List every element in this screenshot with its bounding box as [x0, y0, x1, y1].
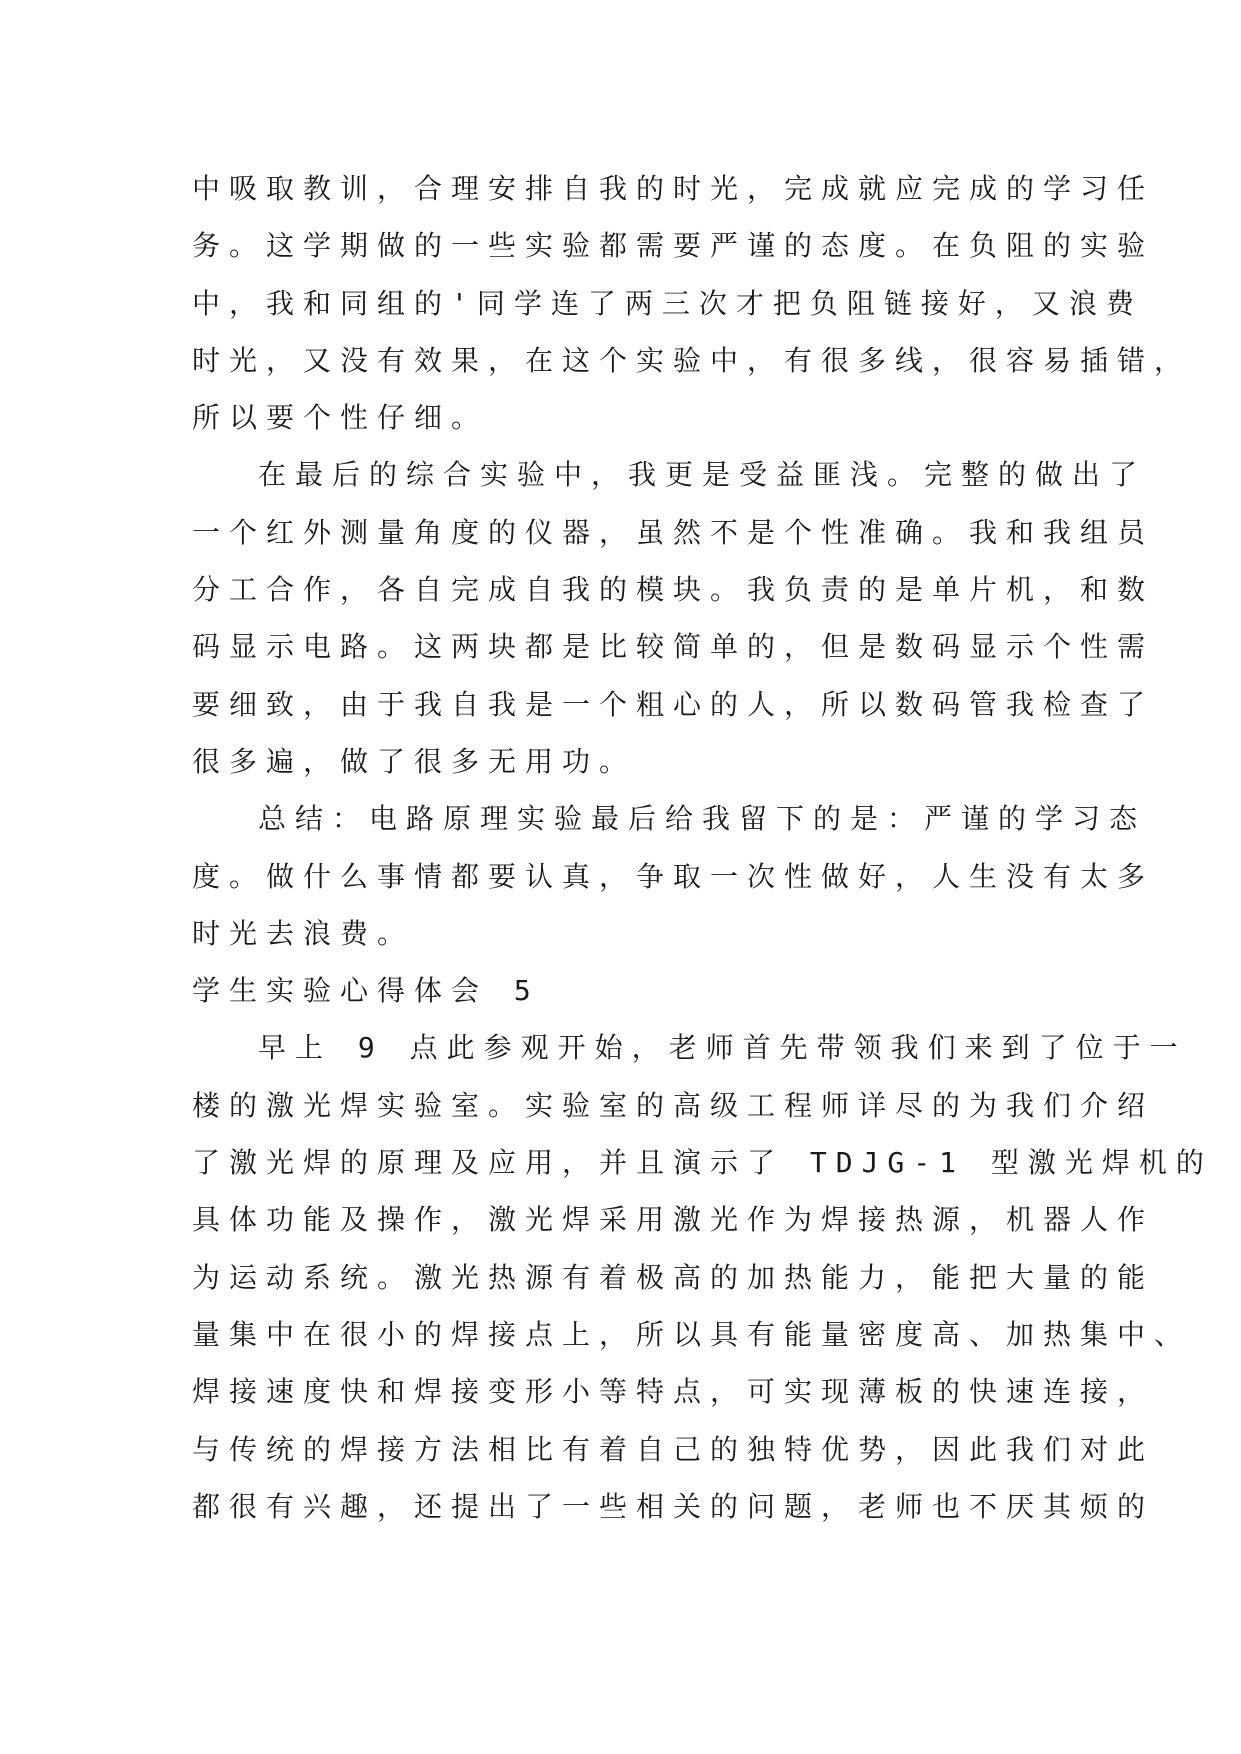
paragraph [192, 962, 1052, 1019]
text-line: 务。这学期做的一些实验都需要严谨的态度。在负阻的实验 [192, 229, 1155, 263]
text-line: 在最后的综合实验中，我更是受益匪浅。完整的做出了 [258, 458, 1147, 492]
text-line: 要细致，由于我自我是一个粗心的人，所以数码管我检查了 [192, 687, 1155, 721]
text-line: 一个红外测量角度的仪器，虽然不是个性准确。我和我组员 [192, 515, 1155, 549]
text-line: 为运动系统。激光热源有着极高的加热能力，能把大量的能 [192, 1260, 1155, 1294]
paragraph [192, 790, 1155, 962]
section-heading: 学生实验心得体会 5 [192, 974, 540, 1008]
text-line: 了激光焊的原理及应用，并且演示了 TDJG-1 型激光焊机的 [192, 1146, 1213, 1180]
text-line: 分工合作，各自完成自我的模块。我负责的是单片机，和数 [192, 573, 1155, 607]
text-line: 焊接速度快和焊接变形小等特点，可实现薄板的快速连接， [192, 1375, 1155, 1409]
text-line: 所以要个性仔细。 [192, 401, 489, 435]
text-line: 总结：电路原理实验最后给我留下的是：严谨的学习态 [258, 802, 1147, 836]
text-line: 早上 9 点此参观开始，老师首先带领我们来到了位于一 [258, 1031, 1187, 1065]
paragraph [192, 446, 1155, 790]
text-line: 中吸取教训，合理安排自我的时光，完成就应完成的学习任 [192, 172, 1155, 205]
text-line: 具体功能及操作，激光焊采用激光作为焊接热源，机器人作 [192, 1203, 1155, 1237]
text-line: 都很有兴趣，还提出了一些相关的问题，老师也不厌其烦的 [192, 1489, 1155, 1523]
text-line: 度。做什么事情都要认真，争取一次性做好，人生没有太多 [192, 859, 1155, 893]
text-line: 与传统的焊接方法相比有着自己的独特优势，因此我们对此 [192, 1432, 1155, 1466]
paragraph [192, 160, 1192, 446]
text-line: 时光去浪费。 [192, 916, 415, 950]
text-line: 中，我和同组的'同学连了两三次才把负阻链接好，又浪费 [192, 286, 1143, 320]
text-line: 码显示电路。这两块都是比较简单的，但是数码显示个性需 [192, 630, 1155, 664]
document-body [192, 160, 1213, 1535]
text-line: 时光，又没有效果，在这个实验中，有很多线，很容易插错， [192, 343, 1192, 377]
text-line: 楼的激光焊实验室。实验室的高级工程师详尽的为我们介绍 [192, 1088, 1155, 1122]
text-line: 很多遍，做了很多无用功。 [192, 744, 637, 778]
paragraph [192, 1019, 1213, 1535]
text-line: 量集中在很小的焊接点上，所以具有能量密度高、加热集中、 [192, 1317, 1192, 1351]
